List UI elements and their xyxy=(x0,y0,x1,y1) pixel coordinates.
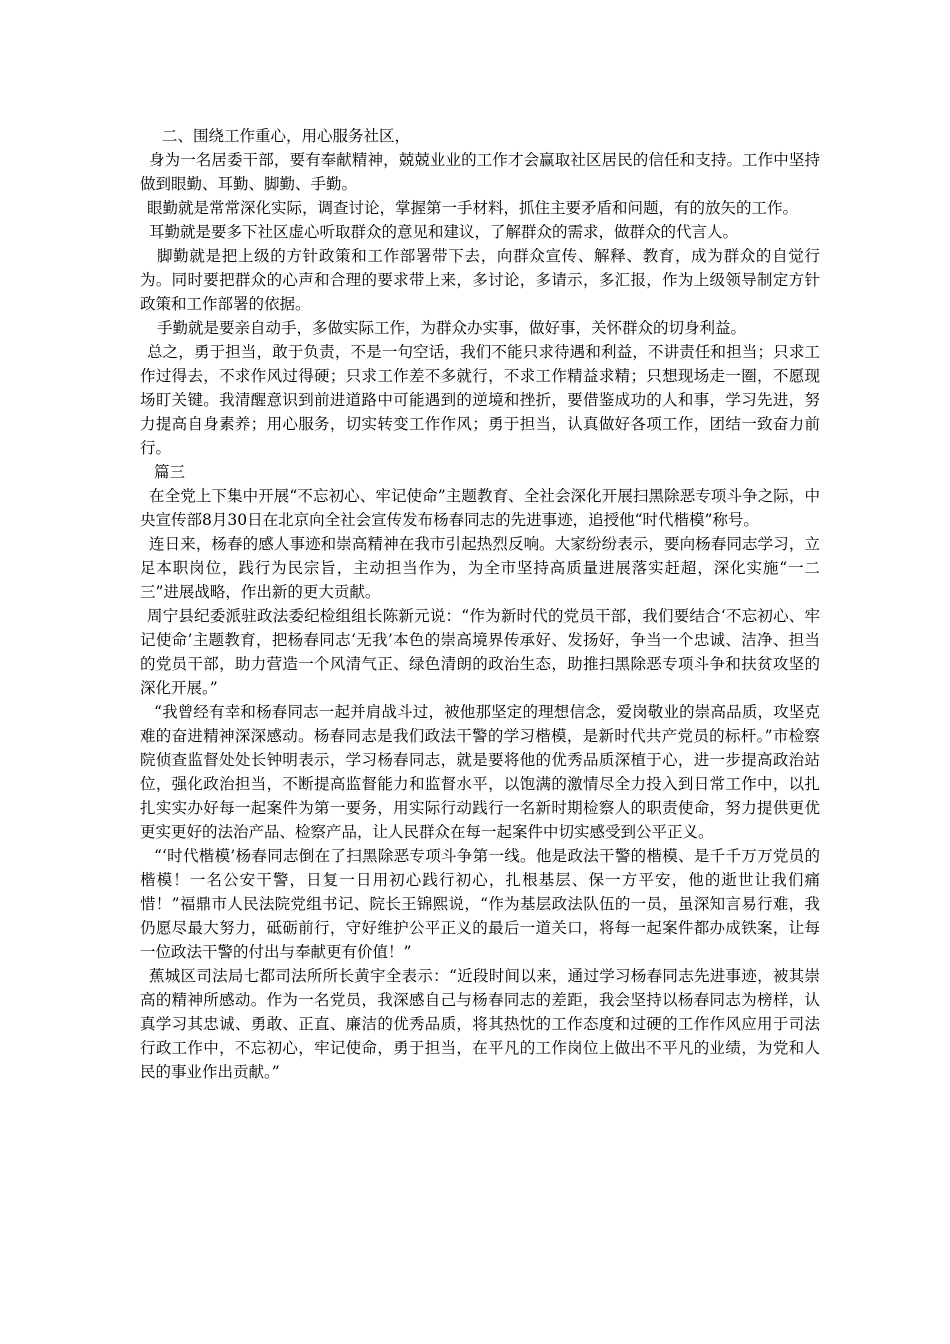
document-body xyxy=(140,124,820,1084)
paragraph: 脚勤就是把上级的方针政策和工作部署带下去，向群众宣传、解释、教育，成为群众的自觉行为。同时要把群众的心声和合理的要求带上来，多讨论，多请示，多汇报，作为上级领导制定方针政策和工作部署的依据。 xyxy=(140,247,820,313)
section-heading: 篇三 xyxy=(154,463,186,481)
paragraph: 耳勤就是要多下社区虚心听取群众的意见和建议，了解群众的需求，做群众的代言人。 xyxy=(149,223,739,241)
paragraph: “我曾经有幸和杨春同志一起并肩战斗过，被他那坚定的理想信念，爱岗敬业的崇高品质，攻坚克难的奋进精神深深感动。杨春同志是我们政法干警的学习楷模，是新时代共产党员的标杆。”市检察院侦查监督处处长钟明表示，学习杨春同志，就是要将他的优秀品质深植于心，进一步提高政治站位，强化政治担当，不断提高监督能力和监督水平，以饱满的激情尽全力投入到日常工作中，以扎扎实实办好每一起案件为第一要务，用实际行动践行一名新时期检察人的职责使命，努力提供更优更实更好的法治产品、检察产品，让人民群众在每一起案件中切实感受到公平正义。 xyxy=(140,703,820,841)
paragraph: 连日来，杨春的感人事迹和崇高精神在我市引起热烈反响。大家纷纷表示，要向杨春同志学习，立足本职岗位，践行为民宗旨，主动担当作为，为全市坚持高质量进展落实赶超，深化实施“一二三”进展战略，作出新的更大贡献。 xyxy=(140,535,820,601)
section-heading: 二、围绕工作重心，用心服务社区， xyxy=(162,127,411,145)
paragraph: 在全党上下集中开展“不忘初心、牢记使命”主题教育、全社会深化开展扫黑除恶专项斗争之际，中央宣传部8月30日在北京向全社会宣传发布杨春同志的先进事迹，追授他“时代楷模”称号。 xyxy=(140,487,820,529)
paragraph: “‘时代楷模’杨春同志倒在了扫黑除恶专项斗争第一线。他是政法干警的楷模、是千千万万党员的楷模！一名公安干警，日复一日用初心践行初心，扎根基层、保一方平安，他的逝世让我们痛惜！”福鼎市人民法院党组书记、院长王锦熙说，“作为基层政法队伍的一员，虽深知言易行难，我仍愿尽最大努力，砥砺前行，守好维护公平正义的最后一道关口，将每一起案件都办成铁案，让每一位政法干警的付出与奉献更有价值！” xyxy=(140,847,820,961)
paragraph: 周宁县纪委派驻政法委纪检组组长陈新元说：“作为新时代的党员干部，我们要结合‘不忘初心、牢记使命’主题教育，把杨春同志‘无我’本色的崇高境界传承好、发扬好，争当一个忠诚、洁净、担当的党员干部，助力营造一个风清气正、绿色清朗的政治生态，助推扫黑除恶专项斗争和扶贫攻坚的深化开展。” xyxy=(140,607,820,697)
paragraph: 眼勤就是常常深化实际，调查讨论，掌握第一手材料，抓住主要矛盾和问题，有的放矢的工作。 xyxy=(147,199,799,217)
paragraph: 蕉城区司法局七都司法所所长黄宇全表示：“近段时间以来，通过学习杨春同志先进事迹，被其崇高的精神所感动。作为一名党员，我深感自己与杨春同志的差距，我会坚持以杨春同志为榜样，认真学习其忠诚、勇敢、正直、廉洁的优秀品质，将其热忱的工作态度和过硬的工作作风应用于司法行政工作中，不忘初心，牢记使命，勇于担当，在平凡的工作岗位上做出不平凡的业绩，为党和人民的事业作出贡献。” xyxy=(140,967,820,1081)
paragraph: 身为一名居委干部，要有奉献精神，兢兢业业的工作才会赢取社区居民的信任和支持。工作中坚持做到眼勤、耳勤、脚勤、手勤。 xyxy=(140,151,820,193)
paragraph: 总之，勇于担当，敢于负责，不是一句空话，我们不能只求待遇和利益，不讲责任和担当；只求工作过得去，不求作风过得硬；只求工作差不多就行，不求工作精益求精；只想现场走一圈，不愿现场盯关键。我清醒意识到前进道路中可能遇到的逆境和挫折，要借鉴成功的人和事，学习先进，努力提高自身素养；用心服务，切实转变工作作风；勇于担当，认真做好各项工作，团结一致奋力前行。 xyxy=(140,343,820,457)
paragraph: 手勤就是要亲自动手，多做实际工作，为群众办实事，做好事，关怀群众的切身利益。 xyxy=(157,319,747,337)
